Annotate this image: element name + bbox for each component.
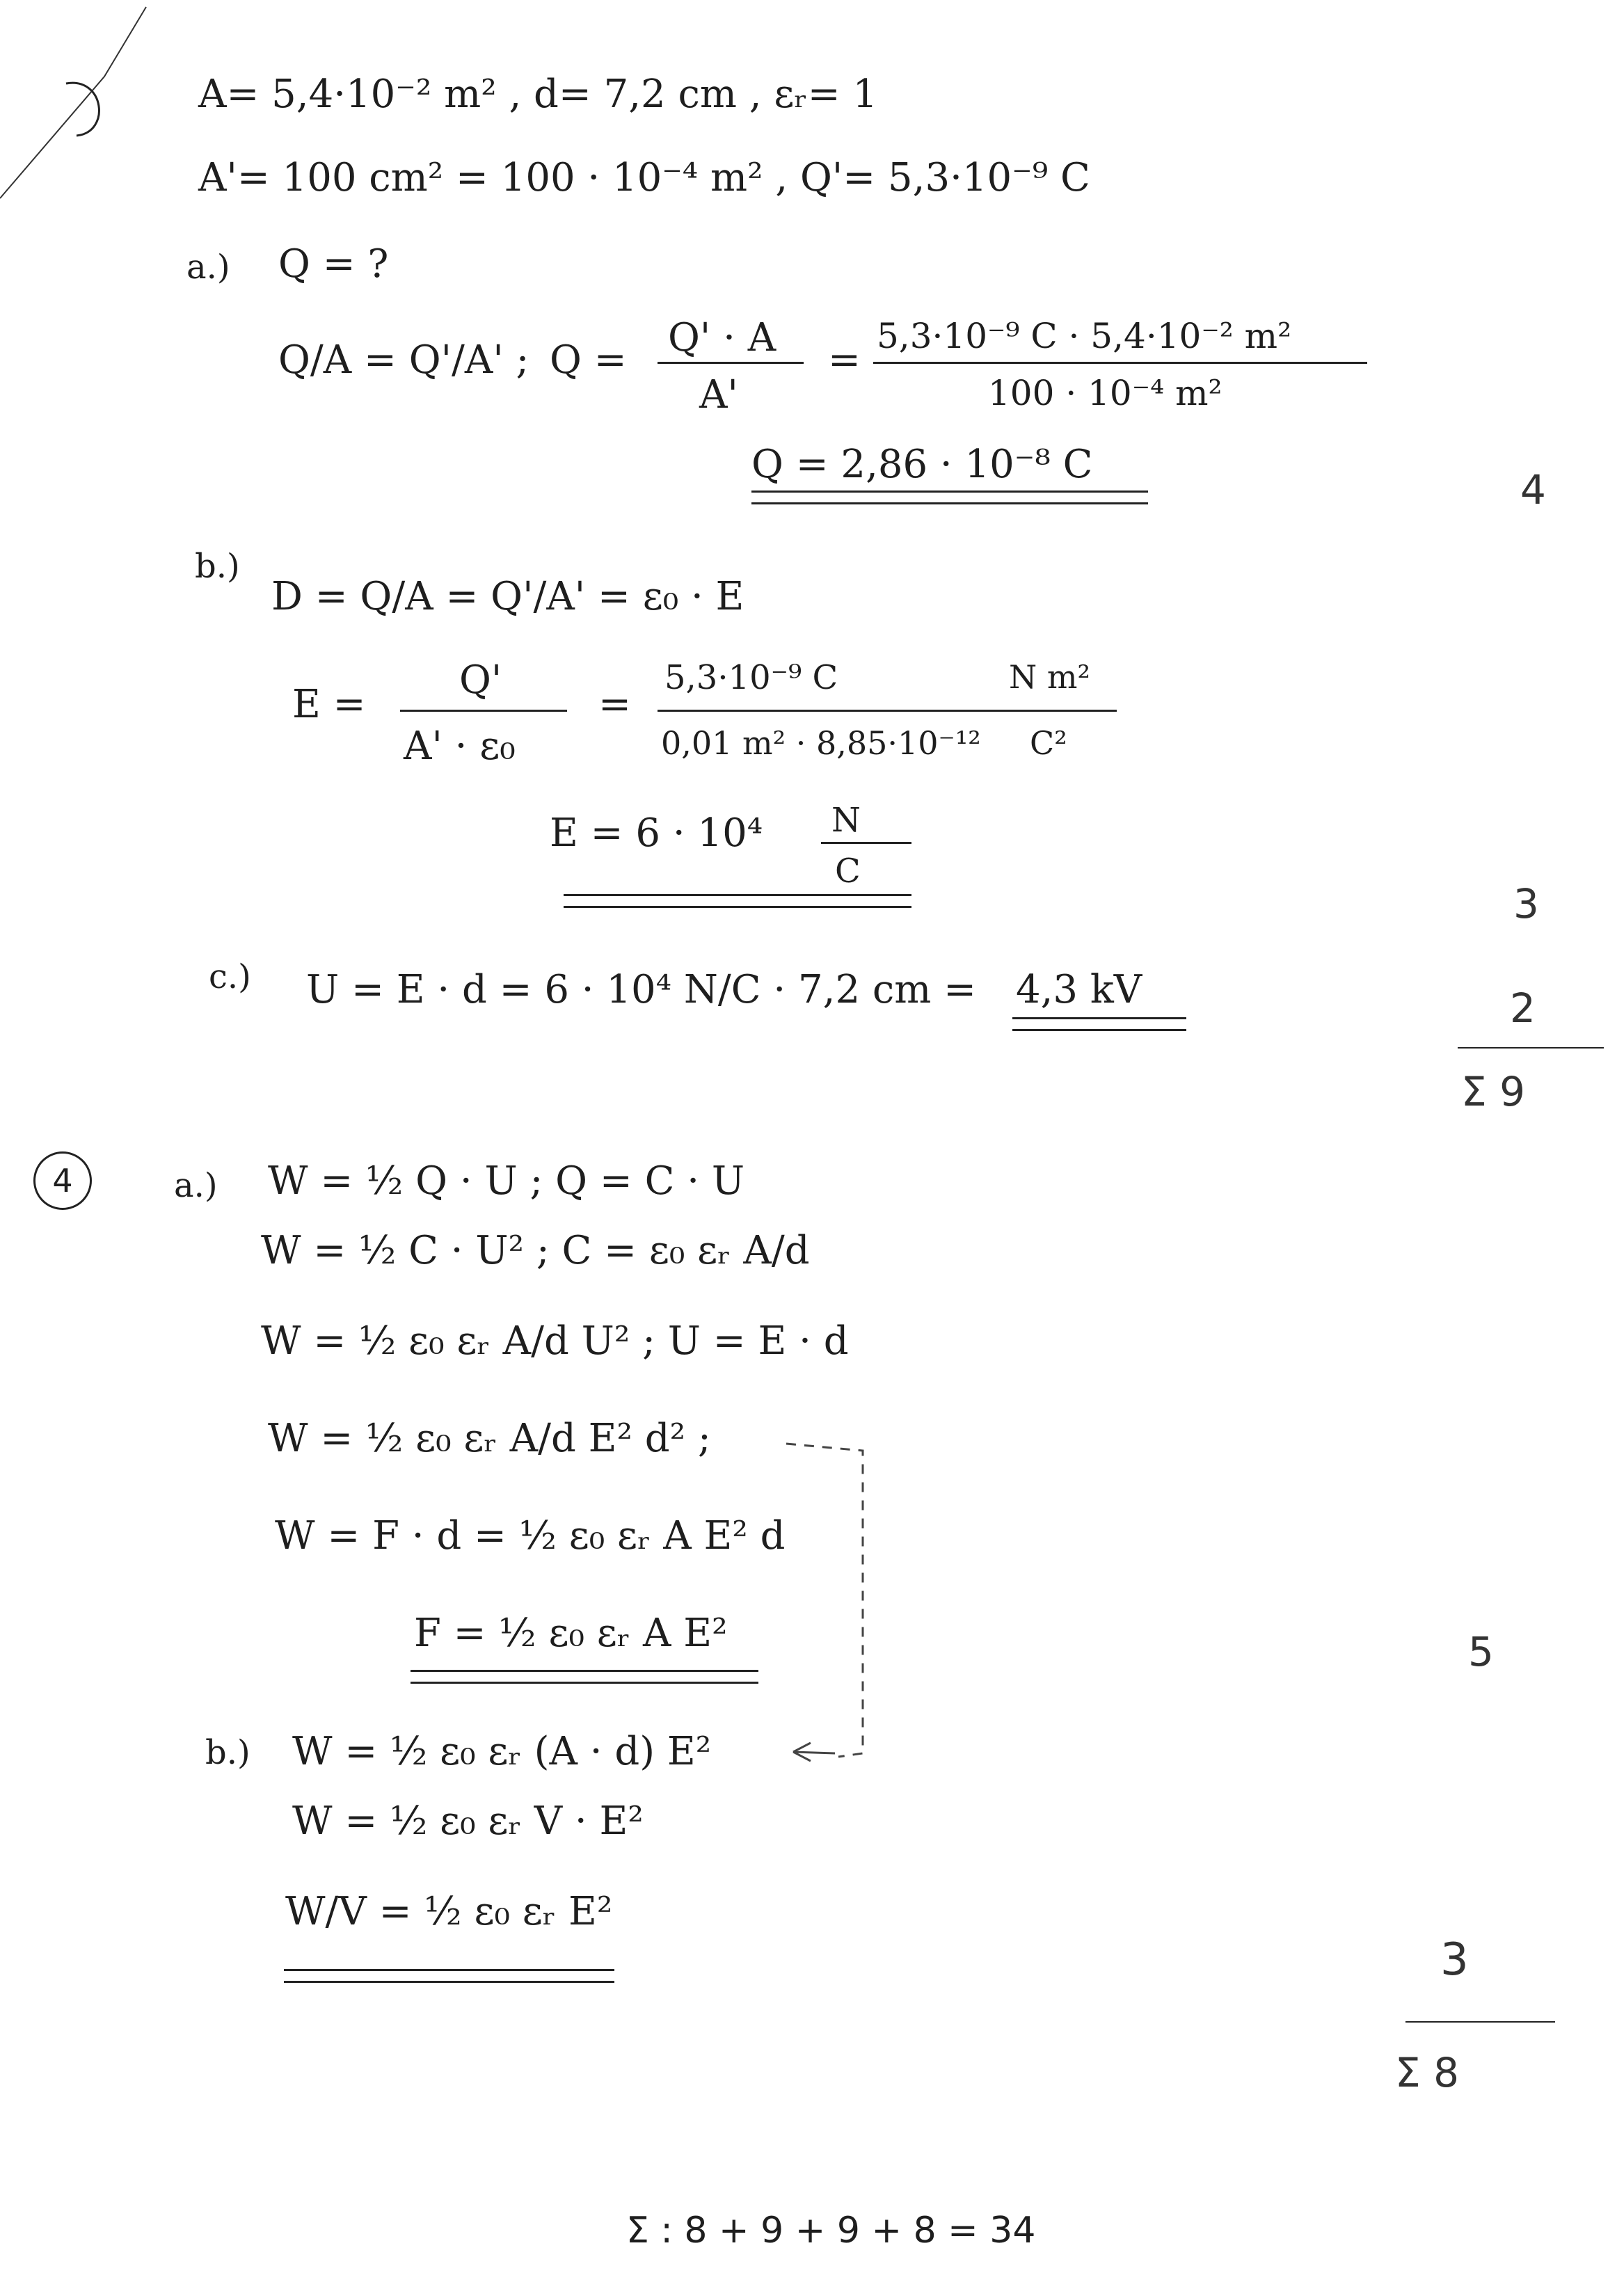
total-score: Σ : 8 + 9 + 9 + 8 = 34: [626, 2210, 1036, 2251]
score-p3c: 2: [1510, 984, 1536, 1032]
p3-b-result-unit-den: C: [835, 852, 861, 891]
p3-b-frac2-num: 5,3·10⁻⁹ C: [664, 658, 838, 697]
score-p3b: 3: [1513, 880, 1539, 927]
p3-a-unknown: Q = ?: [278, 241, 389, 287]
p3-a-frac1-num: Q' · A: [668, 315, 776, 360]
p3-given-line-2: A'= 100 cm² = 100 · 10⁻⁴ m² , Q'= 5,3·10⁻⁹ C: [198, 155, 1090, 200]
p4-a-line4: W = ½ ε₀ εᵣ A/d E² d² ;: [268, 1416, 711, 1461]
p4-part-a-label: a.): [174, 1166, 218, 1205]
p3-a-eq2: =: [828, 337, 861, 383]
p3-b-result: E = 6 · 10⁴: [550, 811, 763, 856]
p4-a-result-underline: [411, 1670, 758, 1684]
p3-a-result-underline: [751, 491, 1148, 504]
p3-a-frac1-bar: [658, 362, 804, 364]
p3-b-result-unit-num: N: [831, 801, 861, 840]
p3-a-frac2-bar: [873, 362, 1367, 364]
score-p4b: 3: [1440, 1934, 1469, 1986]
p4-b-line1: W = ½ ε₀ εᵣ (A · d) E²: [292, 1729, 712, 1774]
p4-b-result-underline: [284, 1969, 614, 1983]
p3-b-e-eq: E =: [292, 682, 366, 727]
p3-part-c-label: c.): [209, 957, 251, 996]
problem-4-number: 4: [33, 1151, 92, 1210]
p3-a-frac2-den: 100 · 10⁻⁴ m²: [988, 373, 1222, 413]
p3-a-q-eq: Q =: [550, 337, 627, 383]
p3-c-line: U = E · d = 6 · 10⁴ N/C · 7,2 cm =: [306, 967, 977, 1012]
p3-a-ratio: Q/A = Q'/A' ;: [278, 337, 529, 383]
score-rule-2: [1405, 2021, 1555, 2023]
p4-b-line2: W = ½ ε₀ εᵣ V · E²: [292, 1799, 644, 1844]
p3-c-result: 4,3 kV: [1016, 967, 1142, 1012]
p4-b-result: W/V = ½ ε₀ εᵣ E²: [285, 1889, 613, 1934]
p3-b-result-underline: [564, 894, 911, 908]
p3-a-result: Q = 2,86 · 10⁻⁸ C: [751, 442, 1093, 487]
p3-part-a-label: a.): [186, 248, 230, 287]
p3-b-frac2-unit-den: C²: [1030, 724, 1067, 762]
p3-given-line-1: A= 5,4·10⁻² m² , d= 7,2 cm , εᵣ= 1: [198, 72, 878, 117]
p3-b-frac2-unit-num: N m²: [1009, 658, 1090, 696]
p4-part-b-label: b.): [205, 1733, 250, 1772]
p3-a-frac2-num: 5,3·10⁻⁹ C · 5,4·10⁻² m²: [877, 316, 1292, 356]
p3-b-frac2-den: 0,01 m² · 8,85·10⁻¹²: [661, 724, 981, 762]
p4-a-line2: W = ½ C · U² ; C = ε₀ εᵣ A/d: [261, 1228, 810, 1273]
p3-b-frac1-num: Q': [459, 657, 502, 703]
p3-a-frac1-den: A': [699, 372, 738, 417]
p4-a-line5: W = F · d = ½ ε₀ εᵣ A E² d: [275, 1513, 786, 1558]
p4-a-line1: W = ½ Q · U ; Q = C · U: [268, 1158, 745, 1204]
p3-b-line1: D = Q/A = Q'/A' = ε₀ · E: [271, 574, 744, 619]
score-p4a: 5: [1468, 1628, 1494, 1675]
p3-b-unit-bar: [821, 842, 911, 844]
p4-a-line3: W = ½ ε₀ εᵣ A/d U² ; U = E · d: [261, 1318, 849, 1364]
p3-b-eq2: =: [598, 682, 631, 727]
score-sum-p3: Σ 9: [1461, 1068, 1525, 1115]
p3-part-b-label: b.): [195, 547, 240, 586]
p3-b-frac1-den: A' · ε₀: [404, 724, 516, 769]
score-rule-1: [1458, 1047, 1604, 1049]
score-sum-p4: Σ 8: [1395, 2049, 1459, 2096]
p3-b-frac1-bar: [400, 710, 567, 712]
p3-c-result-underline: [1012, 1017, 1186, 1031]
p4-a-result: F = ½ ε₀ εᵣ A E²: [414, 1611, 728, 1656]
score-p3a: 4: [1520, 466, 1546, 513]
p3-b-frac2-bar: [658, 710, 1117, 712]
